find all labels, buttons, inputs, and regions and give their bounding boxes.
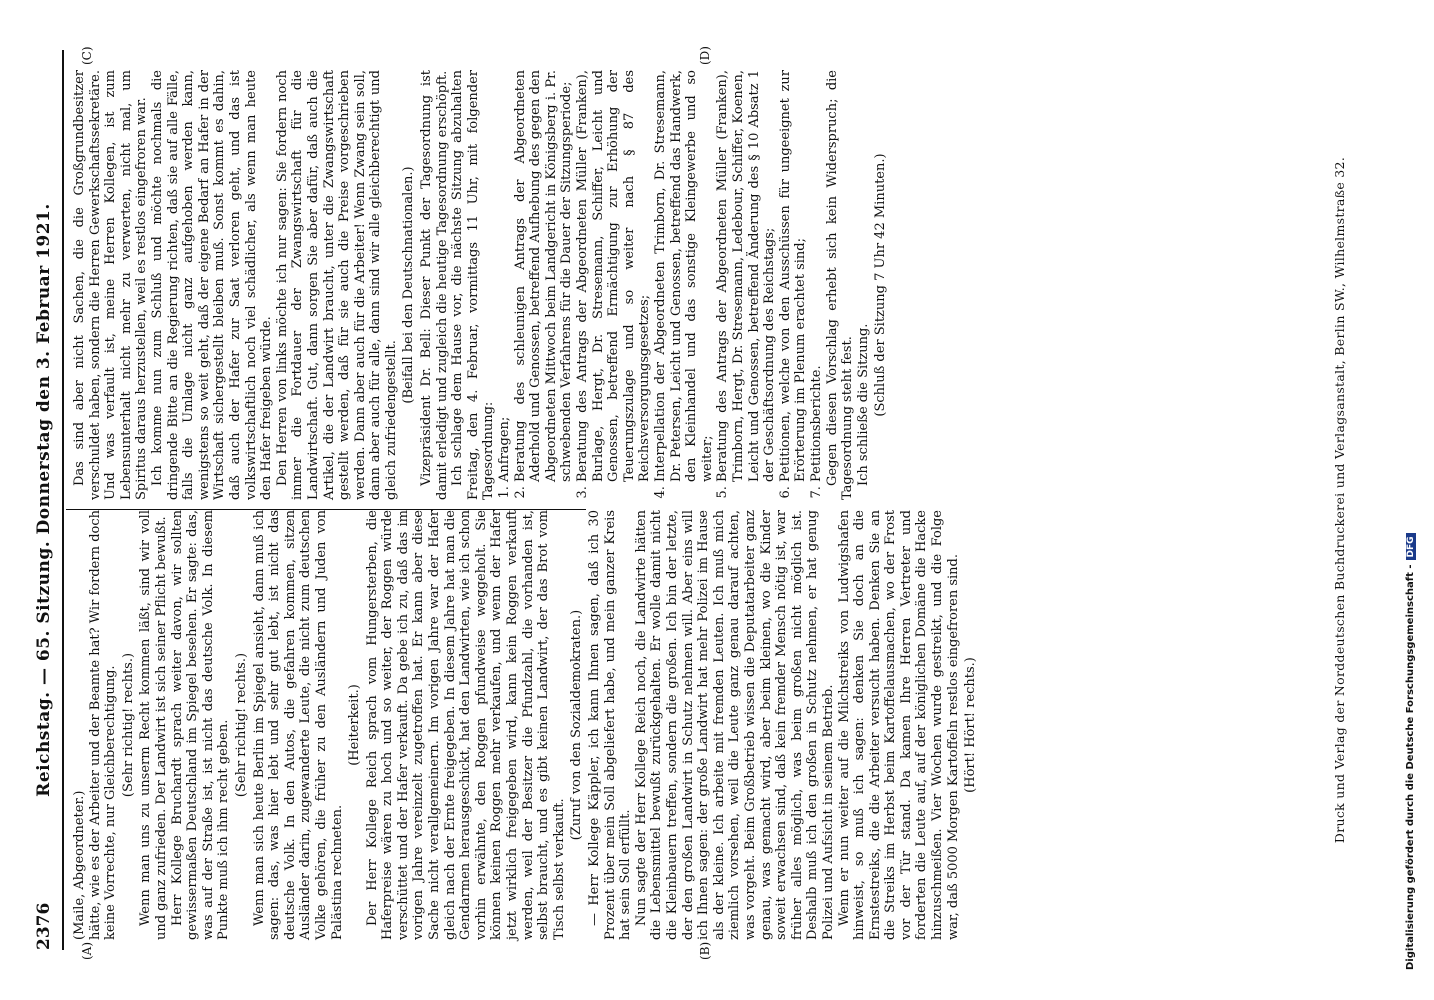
speaker-tag: (Maile, Abgeordneter.) xyxy=(72,790,87,940)
imprint-footer: Druck und Verlag der Norddeutschen Buchdruckerei und Verlagsanstalt, Berlin SW., Wilhelmstraße 32. xyxy=(1332,156,1347,844)
page-header xyxy=(30,50,62,950)
paragraph: Wenn man sich heute Berlin im Spiegel ansieht, dann muß ich sagen: das, was hier lebt und sehr gut lebt, ist nicht das deutsche Volk. In den Autos, die gefahren kommen, sitzen Ausländer darin, zugewanderte Leute, die nicht zum deutschen Volke gehören, die früher zu den Ausländern und Juden von Palästina rechneten. xyxy=(251,510,345,940)
margin-mark-a: (A) xyxy=(80,941,94,960)
paragraph: Ich schließe die Sitzung. xyxy=(855,323,871,486)
dfg-logo: DFG xyxy=(1406,533,1416,560)
paragraph: hätte, wie es der Arbeiter und der Beamte hat? Wir fordern doch keine Vorrechte, nur Gleichberechtigung. xyxy=(87,510,119,940)
header-rule xyxy=(62,50,64,950)
margin-mark-c: (C) xyxy=(80,46,94,65)
paragraph: Nun sagte der Herr Kollege Reich noch, die Landwirte hätten die Lebensmittel bewußt zurückgehalten. Er wolle damit nicht die Kleinbauern treffen, sondern die großen. Ich bin der letzte, der den großen Landwirt in Schutz nehmen will. Aber eins will ich Ihnen sagen: der große Landwirt hat mehr Polizei im Hause als der kleine. Ich arbeite mit fremden Leuten. Ich muß mich ziemlich vorsehen, weil die Leute ganz genau darauf achten, was vorgeht. Beim Großbetrieb wissen die Deputatarbeiter ganz genau, was gemacht wird, aber beim kleinen, wo die Kinder soweit erwachsen sind, daß kein fremder Mensch nötig ist, war früher alles möglich, was beim großen nicht möglich ist. Deshalb muß ich den großen in Schutz nehmen, er hat genug Polizei und Aufsicht in seinem Betrieb. xyxy=(633,510,836,940)
paragraph: Wenn man uns zu unserm Recht kommen läßt, sind wir voll und ganz zufrieden. Der Landwirt ist sich seiner Pflicht bewußt. xyxy=(138,510,169,940)
remark: (Zuruf von den Sozialdemokraten.) xyxy=(569,609,585,841)
remark: (Sehr richtig! rechts.) xyxy=(233,652,249,798)
margin-mark-b: (B) xyxy=(698,941,712,960)
agenda-item: 5. Beratung des Antrags der Abgeordneten Müller (Franken), Trimborn, Hergt, Dr. Stresemann, Ledebour, Schiffer, Koenen, Leicht und Genossen, betreffend Änderung des § 10 Absatz 1 der Geschäftsordnung des Reichstags; xyxy=(715,70,777,482)
agenda-item: 1. Anfragen; xyxy=(497,70,513,482)
paragraph: Wenn er nun weiter auf die Milchstreiks von Ludwigshafen hinweist, so muß ich sagen: denken Sie doch an die Ernstestreiks, die die Arbeiter versucht haben. Denken Sie an die Streiks im Herbst beim Kartoffelausmachen, wo der Frost vor der Tür stand. Da kamen Ihre Herren Vertreter und forderten die Leute auf, auf der königlichen Domäne die Hacke hinzuschmeißen. Vier Wochen wurde gestreikt, und die Folge war, daß 5000 Morgen Kartoffeln restlos eingefroren sind. xyxy=(836,510,961,940)
digitization-credit xyxy=(1405,10,1416,970)
credit-text: Digitalisierung gefördert durch die Deutsche Forschungsgemeinschaft - xyxy=(1405,564,1416,970)
page-number: 2376 xyxy=(34,902,54,950)
running-title: Reichstag. — 65. Sitzung. Donnerstag den 3. Februar 1921. xyxy=(34,203,54,797)
remark: (Beifall bei den Deutschnationalen.) xyxy=(401,166,417,404)
agenda-item: 4. Interpellation der Abgeordneten Trimborn, Dr. Stresemann, Dr. Petersen, Leicht und Genossen, betreffend das Handwerk, den Kleinhandel und das sonstige Kleingewerbe und so weiter; xyxy=(653,70,715,482)
right-column xyxy=(72,70,891,500)
left-column xyxy=(72,510,981,940)
remark: (Schluß der Sitzung 7 Uhr 42 Minuten.) xyxy=(873,153,889,417)
paragraph: Das sind aber nicht Sachen, die die Großgrundbesitzer verschuldet haben, sondern die Herren Gewerkschaftssekretäre. Und was verfault ist, meine Herren Kollegen, ist zum Lebensunterhalt nicht mehr zu verwerten, nicht mal, um Spiritus daraus herzustellen, weil es restlos eingefroren war. xyxy=(72,70,150,500)
paragraph: Ich schlage dem Hause vor, die nächste Sitzung abzuhalten Freitag, den 4. Februar, vormittags 11 Uhr, mit folgender Tagesordnung: xyxy=(450,70,497,500)
agenda-item: 6. Petitionen, welche von den Ausschüssen für ungeeignet zur Erörterung im Plenum erachtet sind; xyxy=(778,70,809,482)
remark: (Hört! Hört! rechts.) xyxy=(963,657,979,793)
paragraph: Herr Kollege Bruchardt sprach weiter davon, wir sollten gewissermaßen Deutschland im Spiegel besehen. Er sagte: das, was auf der Straße ist, ist nicht das deutsche Volk. In diesem Punkte muß ich ihm recht geben. xyxy=(169,510,232,940)
paragraph: Gegen diesen Vorschlag erhebt sich kein Widerspruch; die Tagesordnung steht fest. xyxy=(824,70,856,500)
remark: (Heiterkeit.) xyxy=(347,684,363,766)
agenda-item: 3. Beratung des Antrags der Abgeordneten Müller (Franken), Burlage, Hergt, Dr. Stresemann, Schiffer, Leicht und Genossen, betreffend Ermächtigung zur Erhöhung der Teuerungszulage und so weiter nach § 87 des Reichsversorgungsgesetzes; xyxy=(575,70,653,482)
paragraph: Vizepräsident Dr. Bell: Dieser Punkt der Tagesordnung ist damit erledigt und zugleich die heutige Tagesordnung erschöpft. xyxy=(419,70,450,500)
paragraph: Der Herr Kollege Reich sprach vom Hungersterben, die Haferpreise wären zu hoch und so weiter, der Roggen würde verschüttet und der Hafer verkauft. Da gebe ich zu, daß das im vorigen Jahre vereinzelt zugetroffen hat. Er kann aber diese Sache nicht verallgemeinern. Im vorigen Jahre war der Hafer gleich nach der Ernte freigegeben. In diesem Jahre hat man die Gendarmen herausgeschickt, hat den Landwirten, wie ich schon vorhin erwähnte, den Roggen pfundweise weggeholt. Sie können keinen Roggen mehr verkaufen, und wenn der Hafer jetzt wirklich freigegeben wird, kann kein Roggen verkauft werden, weil der Besitzer die Pfundzahl, die vorhanden ist, selbst braucht, und es gibt keinen Landwirt, der das Brot vom Tisch selbst verkauft. xyxy=(364,510,567,940)
agenda-list xyxy=(497,70,824,500)
agenda-item: 7. Petitionsberichte. xyxy=(809,70,825,482)
paragraph: Den Herren von links möchte ich nur sagen: Sie fordern noch immer die Fortdauer der Zwangswirtschaft für die Landwirtschaft. Gut, dann sorgen Sie aber dafür, daß auch die Artikel, die der Landwirt braucht, unter die Zwangswirtschaft gestellt werden, daß für sie auch die Preise vorgeschrieben werden. Dann aber auch für die Arbeiter! Wenn Zwang sein soll, dann aber auch für alle, dann sind wir alle gleichberechtigt und gleich zufriedengestellt. xyxy=(274,70,399,500)
paragraph: Ich komme nun zum Schluß und möchte nochmals die dringende Bitte an die Regierung richten, daß sie auf alle Fälle, falls die Umlage nicht ganz aufgehoben werden kann, wenigstens so weit geht, daß der eigene Bedarf an Hafer in der Wirtschaft sichergestellt bleiben muß. Sonst kommt es dahin, daß auch der Hafer zur Saat verloren geht, und das ist volkswirtschaftlich noch viel schädlicher, als wenn man heute den Hafer freigeben würde. xyxy=(149,70,275,500)
margin-mark-d: (D) xyxy=(698,46,712,65)
remark: (Sehr richtig! rechts.) xyxy=(120,652,136,798)
agenda-item: 2. Beratung des schleunigen Antrags der Abgeordneten Aderhold und Genossen, betreffend Aufhebung des gegen den Abgeordneten Mittwoch beim Landgericht in Königsberg i. Pr. schwebenden Verfahrens für die Dauer der Sitzungsperiode; xyxy=(513,70,575,482)
paragraph: — Herr Kollege Käppler, ich kann Ihnen sagen, daß ich 30 Prozent über mein Soll abgeliefert habe, und mein ganzer Kreis hat sein Soll erfüllt. xyxy=(587,510,634,940)
column-divider xyxy=(66,509,586,510)
